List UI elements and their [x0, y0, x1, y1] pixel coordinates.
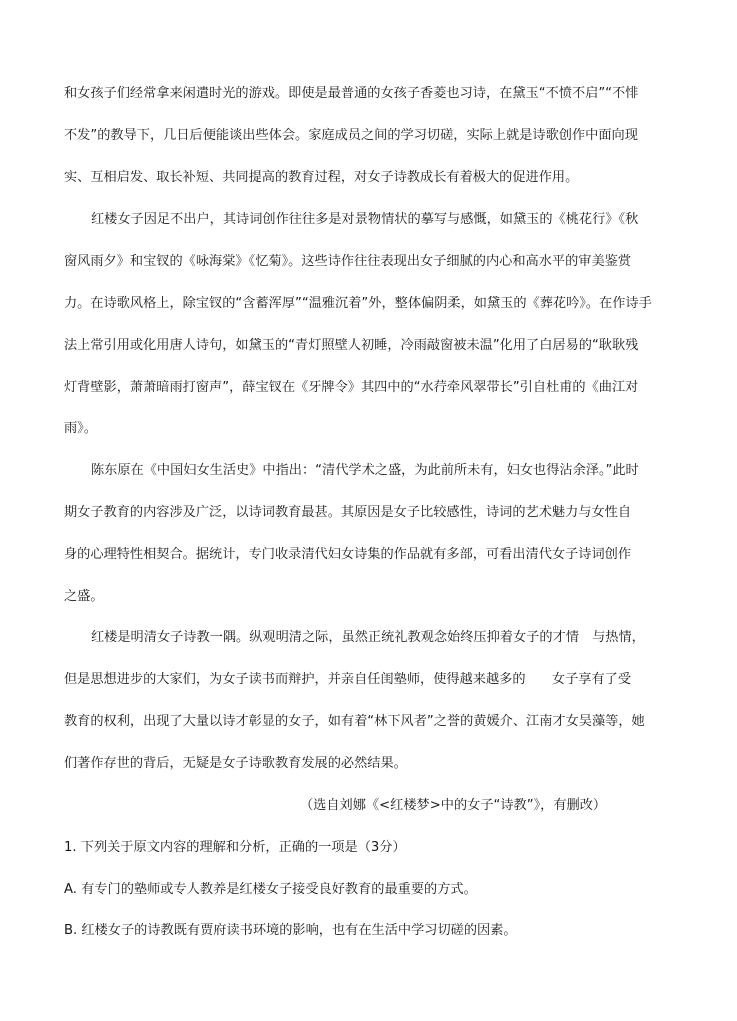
option-b: B. 红楼女子的诗教既有贾府读书环境的影响，也有在生活中学习切磋的因素。: [64, 923, 517, 938]
paragraph-3-line-3: 身的心理特性相契合。据统计，专门收录清代妇女诗集的作品就有多部，可看出清代女子诗词创作: [64, 547, 632, 562]
paragraph-2-line-1: 红楼女子因足不出户，其诗词创作往往多是对景物情状的摹写与感慨，如黛玉的《桃花行》《秋: [91, 212, 639, 227]
paragraph-2-line-3: 力。在诗歌风格上，除宝钗的“含蓄浑厚”“温雅沉着”外，整体偏阴柔，如黛玉的《葬花吟》。在作诗手: [64, 296, 652, 311]
paragraph-2-line-5: 灯背壁影，萧萧暗雨打窗声”，薛宝钗在《牙牌令》其四中的“水荇牵风翠带长”引自杜甫的《曲江对: [64, 380, 639, 395]
paragraph-3-line-4: 之盛。: [64, 589, 104, 604]
paragraph-3-line-1: 陈东原在《中国妇女生活史》中指出：“清代学术之盛，为此前所未有，妇女也得沾余泽。”此时: [91, 463, 639, 478]
paragraph-1-line-3: 实、互相启发、取长补短、共同提高的教育过程，对女子诗教成长有着极大的促进作用。: [64, 170, 579, 185]
paragraph-4-line-2: 但是思想进步的大家们，为女子读书而辩护，并亲自任闺塾师，使得越来越多的 女子享有了受: [64, 672, 632, 687]
source-citation: （选自刘娜《<红楼梦>中的女子“诗教”》，有删改）: [300, 798, 607, 813]
paragraph-3-line-2: 期女子教育的内容涉及广泛，以诗词教育最甚。其原因是女子比较感性，诗词的艺术魅力与女性自: [64, 505, 632, 520]
paragraph-4-line-4: 们著作存世的背后，无疑是女子诗歌教育发展的必然结果。: [64, 756, 407, 771]
paragraph-1-line-1: 和女孩子们经常拿来闲遣时光的游戏。即使是最普通的女孩子香菱也习诗，在黛玉“不愤不启”“不悱: [64, 86, 639, 101]
paragraph-2-line-2: 窗风雨夕》和宝钗的《咏海棠》《忆菊》。这些诗作往往表现出女子细腻的内心和高水平的审美鉴赏: [64, 254, 632, 269]
paragraph-2-line-6: 雨》。: [64, 421, 97, 436]
paragraph-4-line-3: 教育的权利，出现了大量以诗才彰显的女子，如有着“林下风者”之誉的黄媛介、江南才女吴藻等，她: [64, 714, 645, 729]
question-1-stem: 1. 下列关于原文内容的理解和分析，正确的一项是（3分）: [64, 840, 406, 855]
paragraph-1-line-2: 不发”的教导下，几日后便能谈出些体会。家庭成员之间的学习切磋，实际上就是诗歌创作中面向现: [64, 128, 638, 143]
paragraph-2-line-4: 法上常引用或化用唐人诗句，如黛玉的“青灯照壁人初睡，冷雨敲窗被未温”化用了白居易的“耿耿残: [64, 338, 639, 353]
paragraph-4-line-1: 红楼是明清女子诗教一隅。纵观明清之际，虽然正统礼教观念始终压抑着女子的才情 与热情，: [91, 630, 645, 645]
option-a: A. 有专门的塾师或专人教养是红楼女子接受良好教育的最重要的方式。: [64, 882, 477, 897]
